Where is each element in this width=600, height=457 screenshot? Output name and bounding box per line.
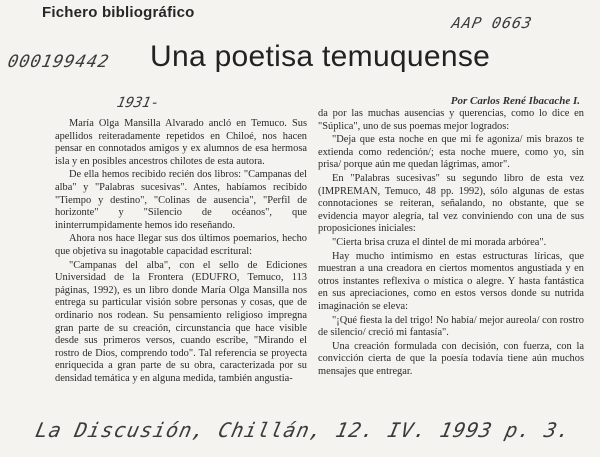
paragraph: De ella hemos recibido recién dos libros: "Campanas del alba" y "Palabras sucesivas". Antes, habíamos recibido "Tiempo y destino", "Colinas de ausencia", "Perfil de horizonte" y "Silencio de océanos", que ininterrumpidamente hemos ido reseñando.	[55, 169, 307, 231]
poem-quote: "¡Qué fiesta la del trigo! No había/ mejor aureola/ con rostro de silencio/ creció mi fantasía".	[318, 314, 584, 339]
handwritten-source-note: La Discusión, Chillán, 12. IV. 1993 p. 3.	[33, 418, 574, 442]
handwritten-code-left: 000199442	[5, 52, 112, 72]
paragraph: "Campanas del alba", con el sello de Ediciones Universidad de la Frontera (EDUFRO, Temuco, 113 páginas, 1992), es un libro donde María Olga Mansilla nos entrega su particular visión sobre personas y cosas, que de ordinario nos rodean. Su pensamiento religioso impregna gran parte de su creación, circunstancia que hace visible desde sus primeros versos, cuando escribe, "Mirando el rostro de Dios, comprendo todo". Tal referencia se proyecta enriquecida a gran parte de su obra, caracterizada por su densidad temática y en alguna medida, también angustia-	[55, 259, 307, 384]
handwritten-code-top: AAP 0663	[450, 14, 535, 32]
paragraph: Ahora nos hace llegar sus dos últimos poemarios, hecho que objetiva su inagotable capacidad escritural:	[55, 233, 307, 257]
handwritten-year-note: 1931-	[115, 95, 161, 111]
paragraph: Hay mucho intimismo en estas estructuras líricas, que muestran a una creadora en ciertos momentos angustiada y en otros instantes reflexiva o mística o alegre. Y hasta fantástica en sus apreciaciones, como en estos versos donde su nutrida imaginación se eleva:	[318, 250, 584, 312]
section-label: Fichero bibliográfico	[42, 4, 195, 21]
paragraph: Una creación formulada con decisión, con fuerza, con la convicción cierta de que la poesía todavía tiene aún muchos mensajes que entregar.	[318, 340, 584, 377]
byline: Por Carlos René Ibacache I.	[450, 95, 580, 107]
article-column-left	[55, 118, 307, 386]
article-column-right	[318, 108, 584, 379]
article-title: Una poetisa temuquense	[150, 40, 491, 73]
poem-quote: "Deja que esta noche en que mi fe agoniza/ mis brazos te extienda como redención/; esta noche muere, como yo, sin prisa/ porque aún me quedan lágrimas, amor".	[318, 134, 584, 171]
poem-quote: "Cierta brisa cruza el dintel de mi morada arbórea".	[332, 236, 547, 248]
paragraph: da por las muchas ausencias y querencias, como lo dice en "Súplica", uno de sus poemas mejor logrados:	[318, 108, 584, 132]
paragraph: En "Palabras sucesivas" su segundo libro de esta vez (IMPREMAN, Temuco, 48 pp. 1992), sólo algunas de estas connotaciones se reiteran, señalando, no obstante, que se evidencia mayor alegría, tal vez conviniendo con una de sus proposiciones iniciales:	[318, 172, 584, 235]
paragraph: María Olga Mansilla Alvarado ancló en Temuco. Sus apellidos reiteradamente repetidos en Chiloé, nos hacen pensar en connotados amigos y ex alumnos de esa hermosa isla y en posibles ancestros chilotes de esta autora.	[55, 118, 307, 167]
